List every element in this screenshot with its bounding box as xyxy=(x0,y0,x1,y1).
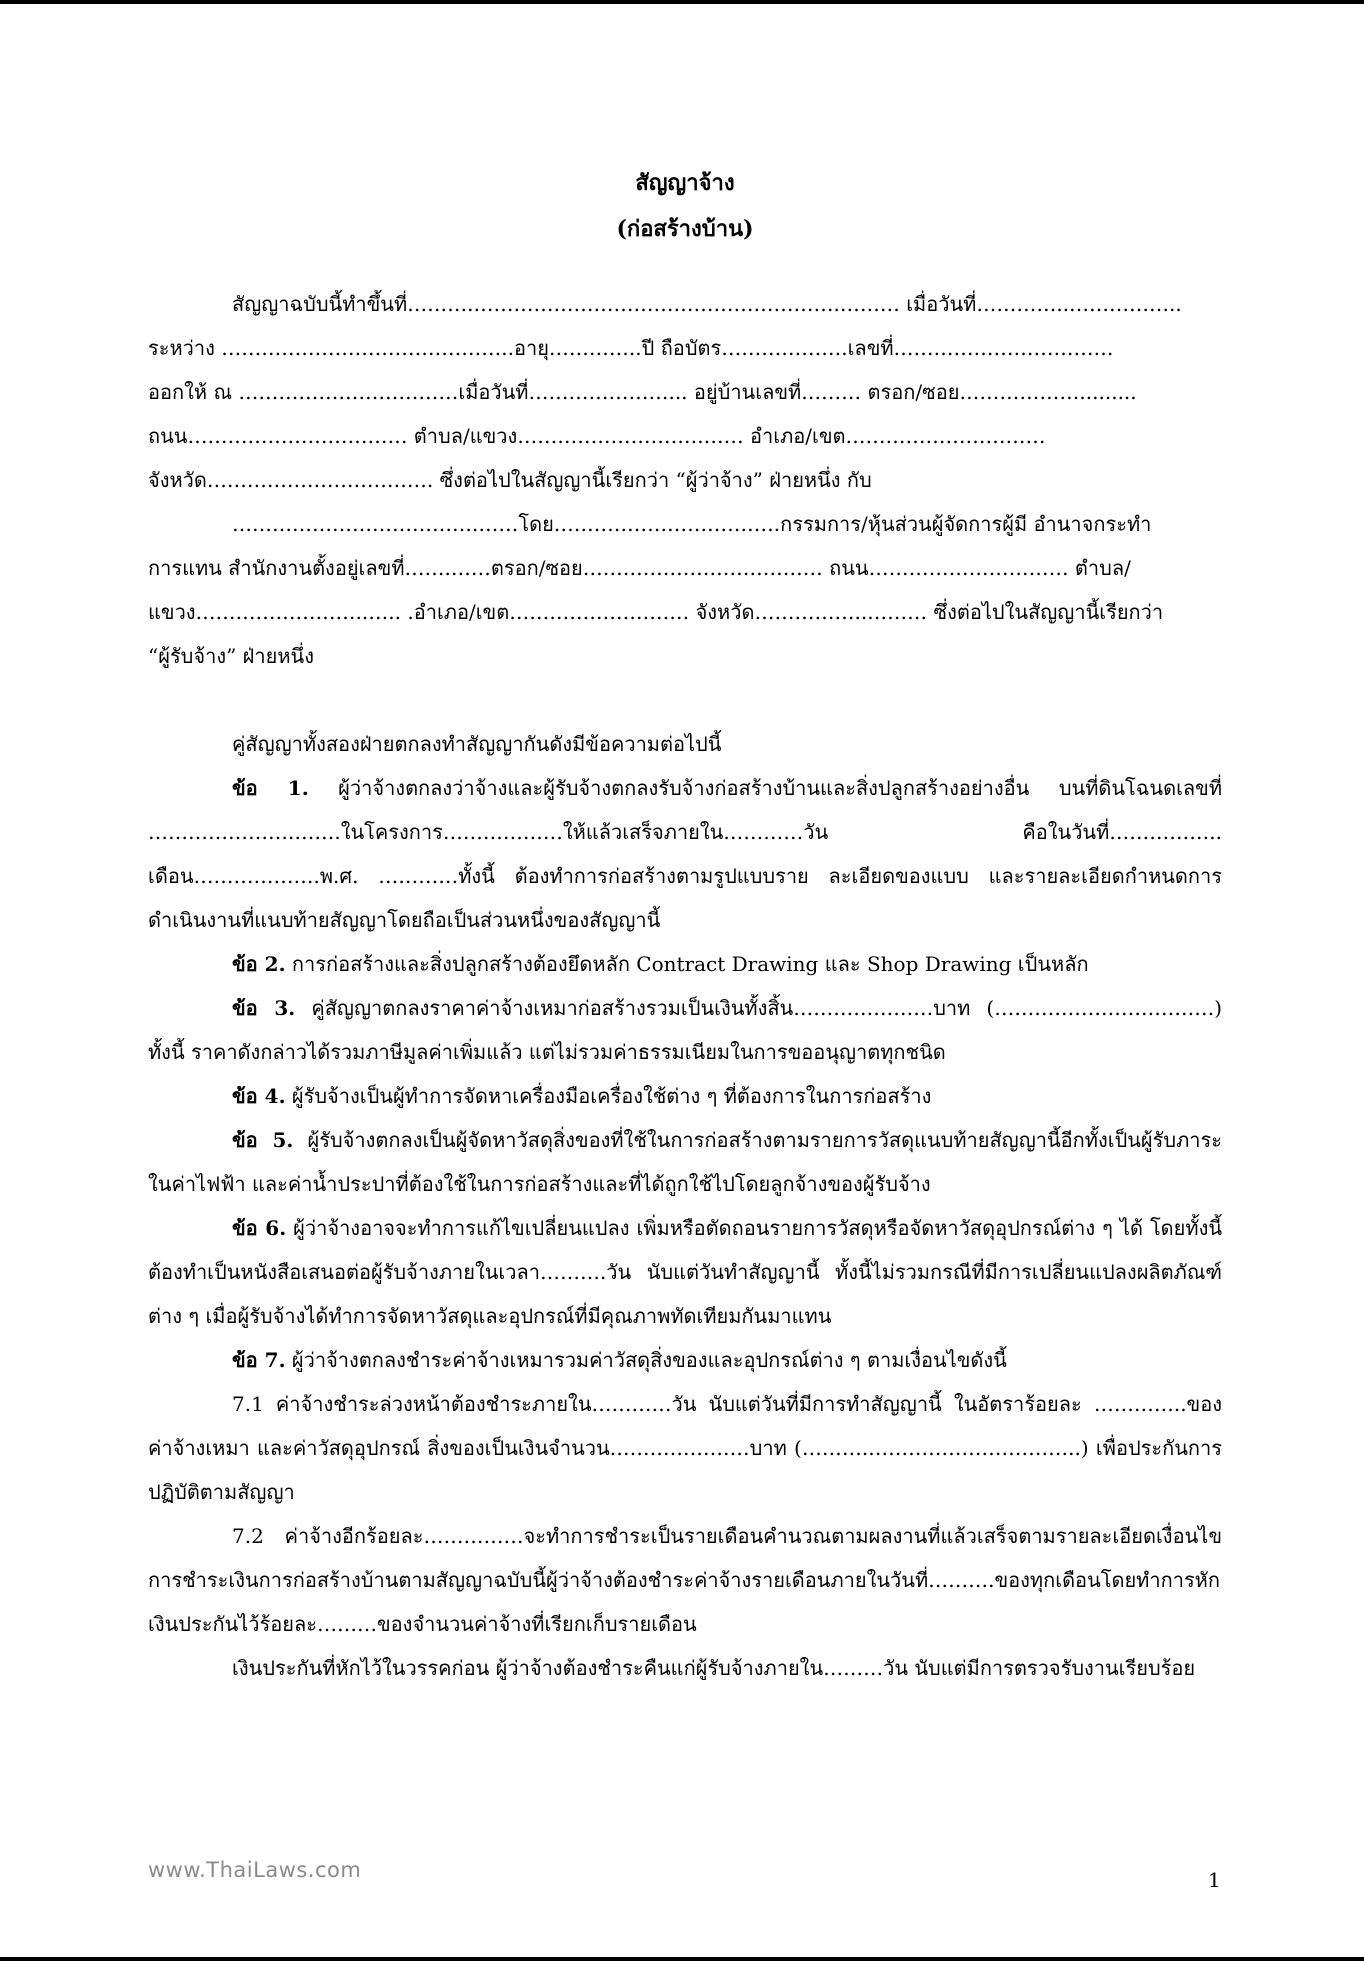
page-number: 1 xyxy=(1208,1868,1221,1892)
clause-6 xyxy=(148,1206,1222,1338)
contractor-line-4: “ผู้รับจ้าง” ฝ่ายหนึ่ง xyxy=(148,644,314,668)
spacer xyxy=(148,252,1222,282)
clause-5-number: ข้อ 5. xyxy=(232,1128,294,1152)
clause-7-1: 7.1 ค่าจ้างชำระล่วงหน้าต้องชำระภายใน…………วัน นับแต่วันที่มีการทำสัญญานี้ ในอัตราร้อยละ …………..ของค่าจ้างเหมา และค่าวัสดุอุปกรณ์ สิ่งของเป็นเงินจำนวน…………………บาท (……….…………………………..) เพื่อประกันการปฏิบัติตามสัญญา xyxy=(148,1392,1222,1504)
clause-5 xyxy=(148,1118,1222,1206)
clause-6-text: ผู้ว่าจ้างอาจจะทำการแก้ไขเปลี่ยนแปลง เพิ่มหรือตัดถอนรายการวัสดุหรือจัดหาวัสดุอุปกรณ์ต่าง ๆ ได้ โดยทั้งนี้ต้องทำเป็นหนังสือเสนอต่อผู้รับจ้างภายในเวลา……….วัน นับแต่วันทำสัญญานี้ ทั้งนี้ไม่รวมกรณีที่มีการเปลี่ยนแปลงผลิตภัณฑ์ต่าง ๆ เมื่อผู้รับจ้างได้ทำการจัดหาวัสดุและอุปกรณ์ที่มีคุณภาพทัดเทียมกันมาแทน xyxy=(148,1216,1223,1328)
clause-7 xyxy=(148,1338,1222,1382)
top-border xyxy=(0,0,1364,4)
intro-line-5: จังหวัด……………………………. ซึ่งต่อไปในสัญญานี้เรียกว่า “ผู้ว่าจ้าง” ฝ่ายหนึ่ง กับ xyxy=(148,468,872,492)
clause-4-text: ผู้รับจ้างเป็นผู้ทำการจัดหาเครื่องมือเครื่องใช้ต่าง ๆ ที่ต้องการในการก่อสร้าง xyxy=(291,1084,932,1108)
document-title: สัญญาจ้าง xyxy=(635,170,735,196)
clause-7-number: ข้อ 7. xyxy=(232,1348,286,1372)
clause-1-text: ผู้ว่าจ้างตกลงว่าจ้างและผู้รับจ้างตกลงรับจ้างก่อสร้างบ้านและสิ่งปลูกสร้างอย่างอื่น บนที่ดินโฉนดเลขที่ ………………….…….ในโครงการ………………ให้แล้วเสร็จภายใน…………วัน คือในวันที่…………….. เดือน……………….พ.ศ. …………ทั้งนี้ ต้องทำการก่อสร้างตามรูปแบบราย ละเอียดของแบบ และรายละเอียดกำหนดการดำเนินงานที่แนบท้ายสัญญาโดยถือเป็นส่วนหนึ่งของสัญญานี้ xyxy=(148,776,1223,932)
document-page xyxy=(148,160,1222,1690)
clause-2 xyxy=(148,942,1222,986)
clause-5-text: ผู้รับจ้างตกลงเป็นผู้จัดหาวัสดุสิ่งของที่ใช้ในการก่อสร้างตามรายการวัสดุแนบท้ายสัญญานี้อีกทั้งเป็นผู้รับภาระในค่าไฟฟ้า และค่าน้ำประปาที่ต้องใช้ในการก่อสร้างและที่ได้ถูกใช้ไปโดยลูกจ้างของผู้รับจ้าง xyxy=(148,1128,1222,1196)
clause-3 xyxy=(148,986,1222,1074)
contractor-line-2: การแทน สำนักงานตั้งอยู่เลขที่…….……ตรอก/ซอย……………………………… ถนน………………………… ตำบล/ xyxy=(148,556,1131,580)
deposit-paragraph: เงินประกันที่หักไว้ในวรรคก่อน ผู้ว่าจ้างต้องชำระคืนแก่ผู้รับจ้างภายใน………วัน นับแต่มีการตรวจรับงานเรียบร้อย xyxy=(232,1656,1196,1680)
spacer xyxy=(148,678,1222,722)
clause-1-number: ข้อ 1. xyxy=(232,776,309,800)
intro-line-2: ระหว่าง ……………………………………..อายุ…………..ปี ถือบัตร……………….เลขที่…………………………… xyxy=(148,336,1114,360)
bottom-border xyxy=(0,1957,1364,1961)
clause-3-number: ข้อ 3. xyxy=(232,996,296,1020)
document-subtitle: (ก่อสร้างบ้าน) xyxy=(616,216,754,242)
clause-7-2: 7.2 ค่าจ้างอีกร้อยละ……………จะทำการชำระเป็นรายเดือนคำนวณตามผลงานที่แล้วเสร็จตามรายละเอียดเงื่อนไขการชำระเงินการก่อสร้างบ้านตามสัญญาฉบับนี้ผู้ว่าจ้างต้องชำระค่าจ้างรายเดือนภายในวันที่……….ของทุกเดือนโดยทำการหักเงินประกันไว้ร้อยละ………ของจำนวนค่าจ้างที่เรียกเก็บรายเดือน xyxy=(148,1524,1222,1636)
contractor-line-3: แขวง……………………..….. .อำเภอ/เขต……………………… จังหวัด……………..……… ซึ่งต่อไปในสัญญานี้เรียกว่า xyxy=(148,600,1164,624)
clause-1 xyxy=(148,766,1222,942)
clause-4 xyxy=(148,1074,1222,1118)
agreement-intro: คู่สัญญาทั้งสองฝ่ายตกลงทำสัญญากันดังมีข้อความต่อไปนี้ xyxy=(232,732,722,756)
clause-6-number: ข้อ 6. xyxy=(232,1216,287,1240)
intro-line-1: สัญญาฉบับนี้ทำขึ้นที่……….……………………………………………….……… เมื่อวันที่…………..…………….. xyxy=(232,292,1182,316)
clause-2-number: ข้อ 2. xyxy=(232,952,286,976)
clause-4-number: ข้อ 4. xyxy=(232,1084,286,1108)
intro-line-3: ออกให้ ณ ……………………………เมื่อวันที่…………………... อยู่บ้านเลขที่……… ตรอก/ซอย………………......... xyxy=(148,380,1137,404)
intro-line-4: ถนน…………………………… ตำบล/แขวง……………………….…… อำเภอ/เขต………………………… xyxy=(148,424,1046,448)
clause-2-text: การก่อสร้างและสิ่งปลูกสร้างต้องยึดหลัก Contract Drawing และ Shop Drawing เป็นหลัก xyxy=(291,952,1089,976)
footer-website-watermark: www.ThaiLaws.com xyxy=(148,1858,362,1882)
clause-3-text: คู่สัญญาตกลงราคาค่าจ้างเหมาก่อสร้างรวมเป็นเงินทั้งสิ้น…………………บาท (……………………………) ทั้งนี้ ราคาดังกล่าวได้รวมภาษีมูลค่าเพิ่มแล้ว แต่ไม่รวมค่าธรรมเนียมในการขออนุญาตทุกชนิด xyxy=(148,996,1222,1064)
clause-7-text: ผู้ว่าจ้างตกลงชำระค่าจ้างเหมารวมค่าวัสดุสิ่งของและอุปกรณ์ต่าง ๆ ตามเงื่อนไขดังนี้ xyxy=(291,1348,1007,1372)
contractor-line-1: ……………………………….……โดย…………………………….กรรมการ/หุ้นส่วนผู้จัดการผู้มี อำนาจกระทำ xyxy=(232,512,1152,536)
